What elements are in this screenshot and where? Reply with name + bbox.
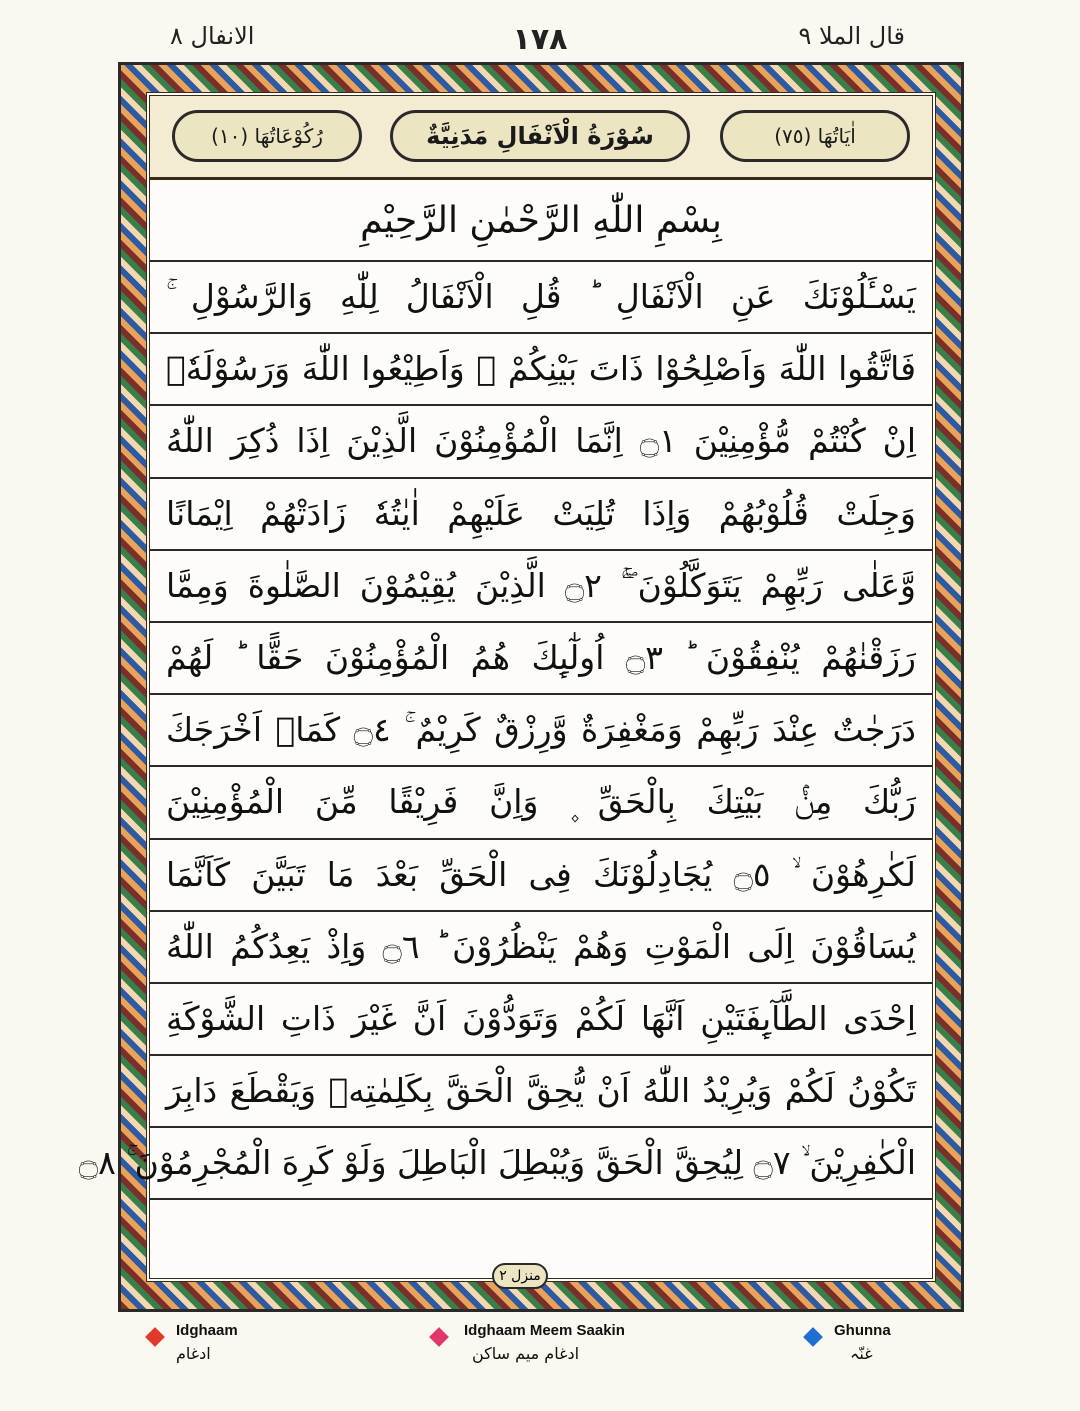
quran-line: لَكٰرِهُوْنَ ۙ ۝٥ يُجَادِلُوْنَكَ فِى الْحَقِّ بَعْدَ مَا تَبَيَّنَ كَاَنَّمَا [150, 840, 932, 912]
tajweed-legend [0, 1322, 1080, 1408]
ruku-count-cartouche: رُكُوْعَاتُهَا (١٠) [172, 110, 362, 162]
red-diamond-icon [145, 1327, 165, 1347]
quran-line: رَبُّكَ مِنْۢ بَيْتِكَ بِالْحَقِّ ۪ وَاِنَّ فَرِيْقًا مِّنَ الْمُؤْمِنِيْنَ [150, 767, 932, 839]
pink-diamond-icon [429, 1327, 449, 1347]
quran-line: يُسَاقُوْنَ اِلَى الْمَوْتِ وَهُمْ يَنْظُرُوْنَ ؕ ۝٦ وَاِذْ يَعِدُكُمُ اللّٰهُ [150, 912, 932, 984]
quran-line: تَكُوْنُ لَكُمْ وَيُرِيْدُ اللّٰهُ اَنْ يُّحِقَّ الْحَقَّ بِكَلِمٰتِهٖ وَيَقْطَعَ دَابِرَ [150, 1056, 932, 1128]
page-number: ١٧٨ [512, 22, 568, 57]
page-header [0, 22, 1080, 62]
legend-label-en: Idghaam Meem Saakin [464, 1322, 625, 1339]
quran-line: دَرَجٰتٌ عِنْدَ رَبِّهِمْ وَمَغْفِرَةٌ وَّرِزْقٌ كَرِيْمٌ ۚ ۝٤ كَمَاۤ اَخْرَجَكَ [150, 695, 932, 767]
quran-line: اِحْدَى الطَّآىِٕفَتَيْنِ اَنَّهَا لَكُمْ وَتَوَدُّوْنَ اَنَّ غَيْرَ ذَاتِ الشَّوْكَةِ [150, 984, 932, 1056]
quran-line: وَجِلَتْ قُلُوْبُهُمْ وَاِذَا تُلِيَتْ عَلَيْهِمْ اٰيٰتُهٗ زَادَتْهُمْ اِيْمَانًا [150, 479, 932, 551]
quran-line: يَسْـَٔلُوْنَكَ عَنِ الْاَنْفَالِ ؕ قُلِ الْاَنْفَالُ لِلّٰهِ وَالرَّسُوْلِ ۚ [150, 262, 932, 334]
blue-diamond-icon [803, 1327, 823, 1347]
legend-label-en: Ghunna [834, 1322, 891, 1339]
quran-line: الْكٰفِرِيْنَ ۙ ۝٧ لِيُحِقَّ الْحَقَّ وَيُبْطِلَ الْبَاطِلَ وَلَوْ كَرِهَ الْمُجْرِمُوْنَ ۚ ۝٨ [150, 1128, 932, 1200]
surah-title-cartouche: سُوْرَةُ الْاَنْفَالِ مَدَنِيَّةٌ [390, 110, 690, 162]
bismillah-line: بِسْمِ اللّٰهِ الرَّحْمٰنِ الرَّحِيْمِ [150, 182, 932, 262]
ayat-count-cartouche: اٰيَاتُهَا (٧٥) [720, 110, 910, 162]
surah-heading-band [150, 96, 932, 180]
header-juz-name: قال الملا ۹ [798, 22, 905, 50]
manzil-marker: منزل ۲ [492, 1263, 548, 1289]
quran-line: اِنْ كُنْتُمْ مُّؤْمِنِيْنَ ۝١ اِنَّمَا الْمُؤْمِنُوْنَ الَّذِيْنَ اِذَا ذُكِرَ اللّٰهُ [150, 406, 932, 478]
quran-text [78, 182, 932, 1200]
quran-line: وَّعَلٰى رَبِّهِمْ يَتَوَكَّلُوْنَ ۚۖ ۝٢ الَّذِيْنَ يُقِيْمُوْنَ الصَّلٰوةَ وَمِمَّا [150, 551, 932, 623]
quran-line: رَزَقْنٰهُمْ يُنْفِقُوْنَ ؕ ۝٣ اُولٰٓىِٕكَ هُمُ الْمُؤْمِنُوْنَ حَقًّا ؕ لَهُمْ [150, 623, 932, 695]
legend-label-ar: غنّہ [850, 1344, 873, 1363]
legend-label-en: Idghaam [176, 1322, 238, 1339]
header-surah-name: الانفال ۸ [170, 22, 255, 50]
legend-label-ar: ادغام میم ساکن [472, 1344, 580, 1363]
legend-label-ar: ادغام [176, 1344, 211, 1363]
quran-line: فَاتَّقُوا اللّٰهَ وَاَصْلِحُوْا ذَاتَ بَيْنِكُمْ ۪ وَاَطِيْعُوا اللّٰهَ وَرَسُوْلَهٗۤ [150, 334, 932, 406]
